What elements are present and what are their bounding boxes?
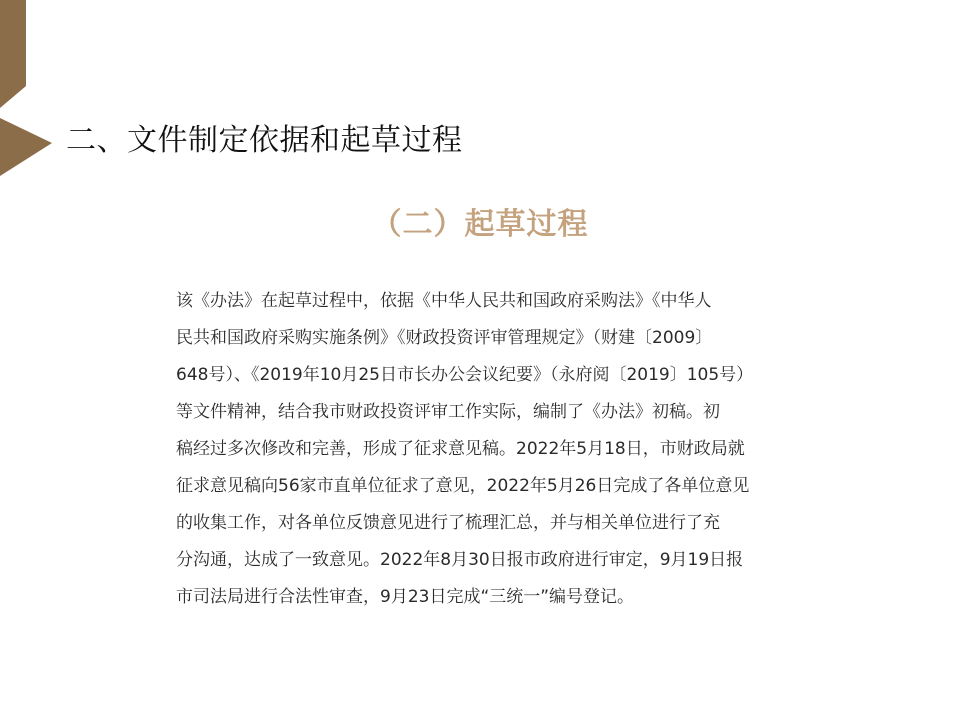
body-paragraph [176,283,788,616]
body-line: 的收集工作，对各单位反馈意见进行了梳理汇总，并与相关单位进行了充 [176,513,720,533]
body-line: 民共和国政府采购实施条例》《财政投资评审管理规定》（财建〔2009〕 [176,328,713,348]
body-line: 市司法局进行合法性审查，9月23日完成“三统一”编号登记。 [176,587,635,607]
body-line: 稿经过多次修改和完善，形成了征求意见稿。2022年5月18日，市财政局就 [176,439,745,459]
body-line: 征求意见稿向56家市直单位征求了意见，2022年5月26日完成了各单位意见 [176,476,750,496]
sub-title: （二）起草过程 [371,207,589,242]
section-title: 二、文件制定依据和起草过程 [66,123,463,158]
body-line: 该《办法》在起草过程中，依据《中华人民共和国政府采购法》《中华人 [176,291,712,311]
decor-band [0,0,26,108]
decor-chevron-arrow [0,118,52,176]
body-line: 分沟通，达成了一致意见。2022年8月30日报市政府进行审定，9月19日报 [176,550,744,570]
body-line: 648号）、《2019年10月25日市长办公会议纪要》（永府阅〔2019〕105号） [176,365,754,385]
corner-decoration [0,0,60,190]
body-line: 等文件精神，结合我市财政投资评审工作实际，编制了《办法》初稿。初 [176,402,720,422]
